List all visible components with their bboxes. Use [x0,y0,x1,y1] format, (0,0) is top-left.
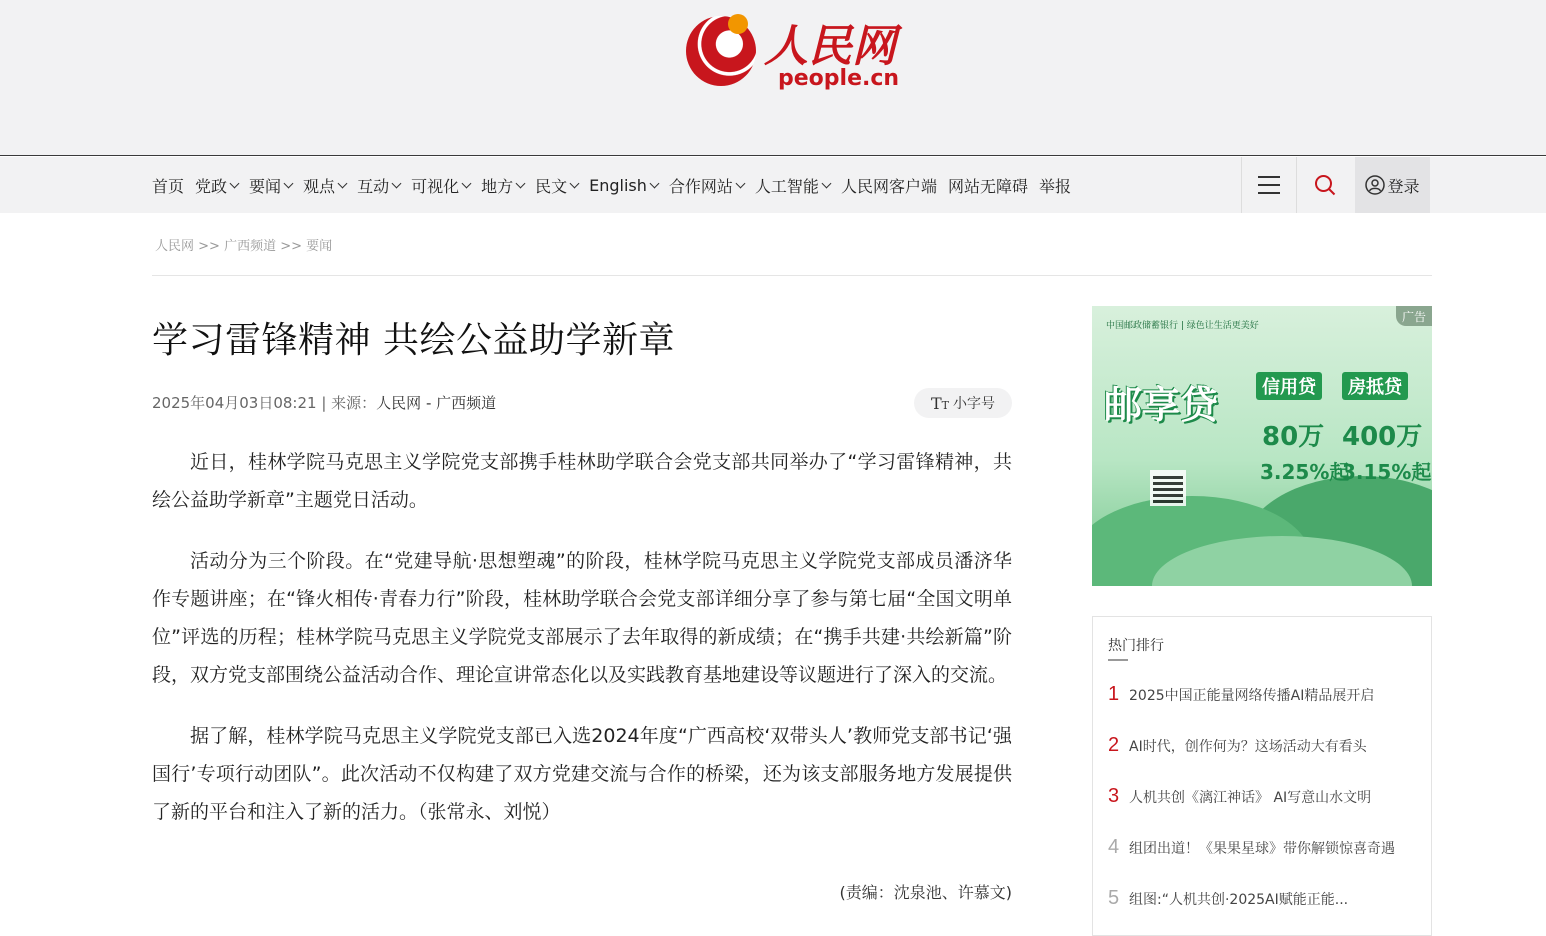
nav-item[interactable] [669,174,744,197]
nav-items [152,157,1082,213]
chevron-down-icon [516,178,526,188]
article-source-prefix: | 来源： [316,394,377,412]
font-size-toggle[interactable] [914,388,1012,418]
breadcrumb-item-home[interactable]: 人民网 [155,239,195,254]
nav-item[interactable] [411,174,470,197]
ad-amount-credit: 80万 [1262,422,1325,452]
logo-swoosh-icon [728,14,748,34]
user-icon [1365,175,1385,195]
chevron-down-icon [821,178,831,188]
chevron-down-icon [462,178,472,188]
hot-item-rank: 3 [1108,785,1120,807]
breadcrumb-divider [152,275,1432,276]
hot-item-title[interactable]: AI时代，创作何为？这场活动大有看头 [1129,739,1367,755]
hot-list-item[interactable] [1108,785,1371,808]
ad-label: 广告 [1396,306,1432,326]
chevron-down-icon [338,178,348,188]
hot-item-rank: 4 [1108,836,1120,858]
article-paragraph: 据了解，桂林学院马克思主义学院党支部已入选2024年度“广西高校‘双带头人’教师党支部书记‘强国行’专项行动团队”。此次活动不仅构建了双方党建交流与合作的桥梁，还为该支部服务地方发展提供了新的平台和注入了新的活力。（张常永、刘悦） [152,725,1012,823]
article-datetime: 2025年04月03日08:21 [152,394,317,412]
ad-qr-code [1150,470,1186,506]
nav-item-label: 互动 [357,176,390,196]
article-editor: (责编：沈泉池、许慕文) [839,883,1012,902]
article-source-link[interactable]: 人民网 - 广西频道 [376,394,497,412]
hamburger-icon [1258,175,1280,195]
nav-item-label: English [589,175,647,195]
hot-item-title[interactable]: 组图:“人机共创·2025AI赋能正能... [1129,892,1349,908]
nav-item-label: 人民网客户端 [840,176,937,196]
breadcrumb [155,235,332,254]
nav-item-label: 合作网站 [668,176,733,196]
search-button[interactable] [1297,157,1353,213]
nav-item[interactable] [841,174,937,197]
menu-button[interactable] [1242,157,1296,213]
login-label: 登录 [1387,176,1420,196]
nav-item[interactable] [152,174,184,197]
nav-item-label: 举报 [1038,176,1071,196]
nav-item-label: 网站无障碍 [947,176,1028,196]
breadcrumb-item-section[interactable]: 要闻 [306,239,333,254]
hot-list-item[interactable] [1108,887,1348,910]
font-size-label: 小字号 [953,396,995,412]
ad-amount-mortgage: 400万 [1342,422,1423,452]
site-header [0,0,1546,156]
nav-item[interactable] [948,174,1028,197]
hot-list-item[interactable] [1108,683,1374,706]
chevron-down-icon [735,178,745,188]
nav-item[interactable] [535,174,578,197]
nav-item[interactable] [303,174,346,197]
hot-item-rank: 1 [1108,683,1120,705]
nav-item-label: 要闻 [249,176,282,196]
breadcrumb-item-channel[interactable]: 广西频道 [224,239,277,254]
chevron-down-icon [230,178,240,188]
breadcrumb-separator: >> [194,239,225,254]
article-paragraph: 近日，桂林学院马克思主义学院党支部携手桂林助学联合会党支部共同举办了“学习雷锋精神，共绘公益助学新章”主题党日活动。 [152,451,1012,511]
advertisement-banner[interactable] [1092,306,1432,586]
chevron-down-icon [284,178,294,188]
nav-item-label: 党政 [195,176,228,196]
logo-chinese-text: 人民网 [764,21,896,72]
hot-item-title[interactable]: 组团出道！《果果星球》带你解锁惊喜奇遇 [1129,841,1395,857]
ad-rate-credit: 3.25%起 [1260,460,1350,484]
nav-item[interactable] [195,174,238,197]
hot-ranking-panel [1092,616,1432,936]
article-paragraph: 活动分为三个阶段。在“党建导航·思想塑魂”的阶段，桂林学院马克思主义学院党支部成员潘济华作专题讲座；在“锋火相传·青春力行”阶段，桂林助学联合会党支部详细分享了参与第七届“全国文明单位”评选的历程；桂林学院马克思主义学院党支部展示了去年取得的新成绩；在“携手共建·共绘新篇”阶段，双方党支部围绕公益活动合作、理论宣讲常态化以及实践教育基地建设等议题进行了深入的交流。 [152,550,1012,686]
chevron-down-icon [570,178,580,188]
chevron-down-icon [392,178,402,188]
logo-domain-text: people.cn [778,66,900,91]
ad-chip-credit: 信用贷 [1256,372,1322,400]
hot-item-rank: 2 [1108,734,1120,756]
chevron-down-icon [649,178,659,188]
hot-item-title[interactable]: 2025中国正能量网络传播AI精品展开启 [1129,688,1375,704]
nav-item[interactable] [357,174,400,197]
nav-item-label: 人工智能 [754,176,819,196]
hot-item-title[interactable]: 人机共创《漓江神话》 AI写意山水文明 [1129,790,1372,806]
ad-rate-mortgage: 3.15%起 [1342,460,1432,484]
nav-item[interactable] [589,176,658,195]
main-nav [0,157,1546,213]
search-icon [1314,174,1336,196]
hot-list-item[interactable] [1108,734,1367,757]
nav-item-label: 民文 [535,176,568,196]
ad-product-name: 邮享贷 [1104,383,1219,427]
nav-item[interactable] [249,174,292,197]
nav-item-label: 观点 [303,176,336,196]
ad-chip-mortgage: 房抵贷 [1342,372,1408,400]
article-meta [152,392,496,413]
article-body [152,443,1012,854]
nav-item[interactable] [1039,174,1071,197]
login-button[interactable] [1355,157,1430,213]
hot-item-rank: 5 [1108,887,1120,909]
article-title: 学习雷锋精神 共绘公益助学新章 [152,320,675,361]
hot-title-underline [1108,659,1128,661]
breadcrumb-separator: >> [276,239,307,254]
hot-list-item[interactable] [1108,836,1395,859]
font-size-icon: TT [930,393,949,413]
ad-bank-name: 中国邮政储蓄银行 | 绿色让生活更美好 [1106,321,1259,331]
nav-item-label: 地方 [481,176,514,196]
nav-item-label: 首页 [152,176,185,196]
nav-item[interactable] [755,174,830,197]
nav-item-label: 可视化 [411,176,460,196]
hot-ranking-title: 热门排行 [1108,638,1164,654]
site-logo[interactable] [686,10,900,94]
nav-item[interactable] [481,174,524,197]
